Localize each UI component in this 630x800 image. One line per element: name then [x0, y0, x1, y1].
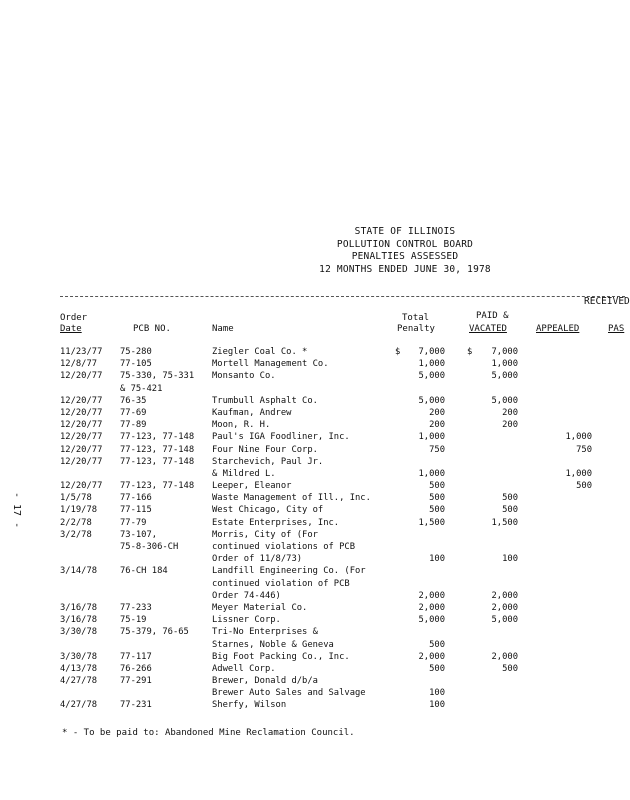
total-penalty: 100 [429, 688, 445, 699]
respondent-name: Order of 11/8/73) [212, 554, 303, 565]
received-header: RECEIVED [584, 296, 630, 307]
table-row [0, 383, 625, 395]
respondent-name: Brewer Auto Sales and Salvage [212, 688, 366, 699]
title-board: POLLUTION CONTROL BOARD [336, 238, 474, 250]
order-date: 12/20/77 [60, 456, 103, 467]
table-row [0, 468, 625, 480]
appealed-amount: 750 [576, 444, 592, 455]
table-row [0, 578, 625, 590]
appealed-amount: 500 [576, 481, 592, 492]
order-date: 12/20/77 [60, 395, 103, 406]
table-row [0, 346, 625, 358]
order-date: 12/20/77 [60, 407, 103, 418]
total-penalty: 500 [429, 663, 445, 674]
order-date: 4/27/78 [60, 700, 98, 711]
respondent-name: Leeper, Eleanor [212, 481, 292, 492]
pas-header: PAS [608, 324, 625, 334]
respondent-name: Adwell Corp. [212, 663, 276, 674]
table-row [0, 541, 625, 553]
pcb-number: 75-19 [120, 615, 147, 626]
paid-vacated: 5,000 [491, 615, 518, 626]
title-report: PENALTIES ASSESSED [351, 251, 459, 262]
pcb-number: 76-CH 184 [120, 566, 168, 577]
respondent-name: West Chicago, City of [212, 505, 324, 516]
pcb-header: PCB NO. [133, 324, 171, 334]
paid-vacated: 200 [502, 407, 518, 418]
table-row [0, 407, 625, 419]
table-row [0, 565, 625, 577]
pcb-number: 77-166 [120, 493, 152, 504]
paid-vacated: 500 [502, 505, 518, 516]
pcb-number: 76-266 [120, 663, 152, 674]
paid-vacated: 2,000 [491, 590, 518, 601]
header-rule [60, 296, 625, 297]
order-date: 4/27/78 [60, 676, 98, 687]
table-row [0, 370, 625, 382]
respondent-name: Four Nine Four Corp. [212, 444, 318, 455]
penalty-header: Penalty [397, 324, 435, 334]
total-penalty: 500 [429, 493, 445, 504]
table-row [0, 492, 625, 504]
respondent-name: Order 74-446) [212, 590, 281, 601]
respondent-name: Landfill Engineering Co. (For [212, 566, 366, 577]
respondent-name: Brewer, Donald d/b/a [212, 676, 318, 687]
table-row [0, 602, 625, 614]
order-header: Order [60, 313, 88, 323]
table-row [0, 395, 625, 407]
paid-vacated: 5,000 [491, 371, 518, 382]
table-row [0, 358, 625, 370]
total-penalty: 500 [429, 481, 445, 492]
total-penalty: 1,500 [418, 517, 445, 528]
respondent-name: Waste Management of Ill., Inc. [212, 493, 371, 504]
table-row [0, 675, 625, 687]
table-row [0, 504, 625, 516]
table-row [0, 699, 625, 711]
paid-vacated: 500 [502, 663, 518, 674]
total-penalty: 1,000 [418, 432, 445, 443]
pcb-number: 77-105 [120, 359, 152, 370]
paid-vacated: 100 [502, 554, 518, 565]
table-row [0, 590, 625, 602]
order-date: 12/8/77 [60, 359, 98, 370]
paid-header: PAID & [476, 311, 509, 321]
order-date: 2/2/78 [60, 517, 92, 528]
pcb-number: 77-117 [120, 651, 152, 662]
title-state: STATE OF ILLINOIS [354, 226, 456, 237]
respondent-name: Ziegler Coal Co. * [212, 347, 308, 357]
respondent-name: Mortell Management Co. [212, 359, 329, 370]
pcb-number: 75-8-306-CH [120, 542, 179, 552]
respondent-name: Starnes, Noble & Geneva [212, 639, 334, 650]
pcb-number: 77-231 [120, 700, 152, 711]
appealed-header: APPEALED [536, 324, 580, 334]
respondent-name: Kaufman, Andrew [212, 407, 292, 418]
respondent-name: Lissner Corp. [212, 615, 281, 626]
table-row [0, 431, 625, 443]
name-header: Name [212, 324, 234, 334]
total-penalty: 2,000 [418, 651, 445, 662]
respondent-name: continued violation of PCB [212, 578, 350, 589]
respondent-name: & Mildred L. [212, 468, 276, 479]
total-penalty: 500 [429, 505, 445, 516]
table-row [0, 687, 625, 699]
table-row [0, 444, 625, 456]
paid-vacated: 2,000 [491, 651, 518, 662]
table-row [0, 614, 625, 626]
footnote: * - To be paid to: Abandoned Mine Reclamation Council. [62, 728, 355, 738]
table-row [0, 553, 625, 565]
pcb-number: 77-123, 77-148 [120, 444, 195, 455]
pcb-number: 75-330, 75-331 [120, 371, 195, 382]
total-penalty: 200 [429, 407, 445, 418]
page-number: - 17 - [11, 492, 22, 529]
paid-vacated: 2,000 [491, 602, 518, 613]
currency-symbol: $ [395, 347, 401, 357]
respondent-name: Trumbull Asphalt Co. [212, 395, 318, 406]
vacated-header: VACATED [469, 324, 507, 334]
total-penalty: 7,000 [418, 347, 445, 357]
pcb-number: 77-89 [120, 420, 147, 431]
total-penalty: 5,000 [418, 371, 445, 382]
title-period: 12 MONTHS ENDED JUNE 30, 1978 [319, 263, 491, 275]
order-date: 12/20/77 [60, 432, 103, 443]
order-date: 3/30/78 [60, 651, 98, 662]
pcb-number: 77-69 [120, 407, 147, 418]
order-date: 1/19/78 [60, 505, 98, 516]
respondent-name: Big Foot Packing Co., Inc. [212, 651, 350, 662]
paid-vacated: 7,000 [491, 347, 518, 357]
table-row [0, 651, 625, 663]
paid-vacated: 5,000 [491, 395, 518, 406]
order-date: 3/30/78 [60, 627, 98, 638]
pcb-number: 76-35 [120, 395, 147, 406]
order-date: 3/2/78 [60, 529, 92, 540]
respondent-name: Paul's IGA Foodliner, Inc. [212, 432, 350, 443]
pcb-number: 77-123, 77-148 [120, 456, 195, 467]
total-penalty: 1,000 [418, 359, 445, 370]
paid-vacated: 200 [502, 420, 518, 431]
order-date: 3/16/78 [60, 615, 98, 626]
appealed-amount: 1,000 [565, 432, 592, 443]
total-penalty: 500 [429, 639, 445, 650]
table-row [0, 419, 625, 431]
pcb-number: 77-123, 77-148 [120, 432, 195, 443]
pcb-number: 77-115 [120, 505, 152, 516]
date-header: Date [60, 324, 82, 334]
respondent-name: Estate Enterprises, Inc. [212, 517, 340, 528]
respondent-name: continued violations of PCB [212, 542, 355, 552]
paid-vacated: 1,000 [491, 359, 518, 370]
table-row [0, 480, 625, 492]
order-date: 12/20/77 [60, 481, 103, 492]
total-penalty: 100 [429, 554, 445, 565]
appealed-amount: 1,000 [565, 468, 592, 479]
pcb-number: & 75-421 [120, 383, 163, 394]
paid-vacated: 1,500 [491, 517, 518, 528]
total-penalty: 1,000 [418, 468, 445, 479]
respondent-name: Monsanto Co. [212, 371, 276, 382]
pcb-number: 77-79 [120, 517, 147, 528]
total-penalty: 750 [429, 444, 445, 455]
currency-symbol: $ [467, 347, 473, 357]
order-date: 12/20/77 [60, 371, 103, 382]
order-date: 3/14/78 [60, 566, 98, 577]
total-penalty: 2,000 [418, 590, 445, 601]
order-date: 1/5/78 [60, 493, 92, 504]
total-header: Total [402, 313, 430, 323]
order-date: 12/20/77 [60, 444, 103, 455]
pcb-number: 75-379, 76-65 [120, 627, 189, 638]
pcb-number: 77-291 [120, 676, 152, 687]
table-row [0, 663, 625, 675]
table-row [0, 456, 625, 468]
respondent-name: Meyer Material Co. [212, 602, 308, 613]
respondent-name: Morris, City of (For [212, 529, 318, 540]
respondent-name: Tri-No Enterprises & [212, 627, 318, 638]
respondent-name: Sherfy, Wilson [212, 700, 287, 711]
total-penalty: 5,000 [418, 615, 445, 626]
pcb-number: 77-233 [120, 602, 152, 613]
respondent-name: Moon, R. H. [212, 420, 271, 431]
table-row [0, 517, 625, 529]
respondent-name: Starchevich, Paul Jr. [212, 456, 324, 467]
total-penalty: 5,000 [418, 395, 445, 406]
order-date: 4/13/78 [60, 663, 98, 674]
table-row [0, 626, 625, 638]
order-date: 11/23/77 [60, 347, 103, 357]
title-block [280, 226, 530, 276]
penalty-table [0, 346, 625, 712]
pcb-number: 73-107, [120, 529, 158, 540]
paid-vacated: 500 [502, 493, 518, 504]
total-penalty: 2,000 [418, 602, 445, 613]
pcb-number: 77-123, 77-148 [120, 481, 195, 492]
total-penalty: 200 [429, 420, 445, 431]
order-date: 3/16/78 [60, 602, 98, 613]
pcb-number: 75-280 [120, 347, 152, 357]
table-row [0, 529, 625, 541]
order-date: 12/20/77 [60, 420, 103, 431]
table-row [0, 639, 625, 651]
total-penalty: 100 [429, 700, 445, 711]
